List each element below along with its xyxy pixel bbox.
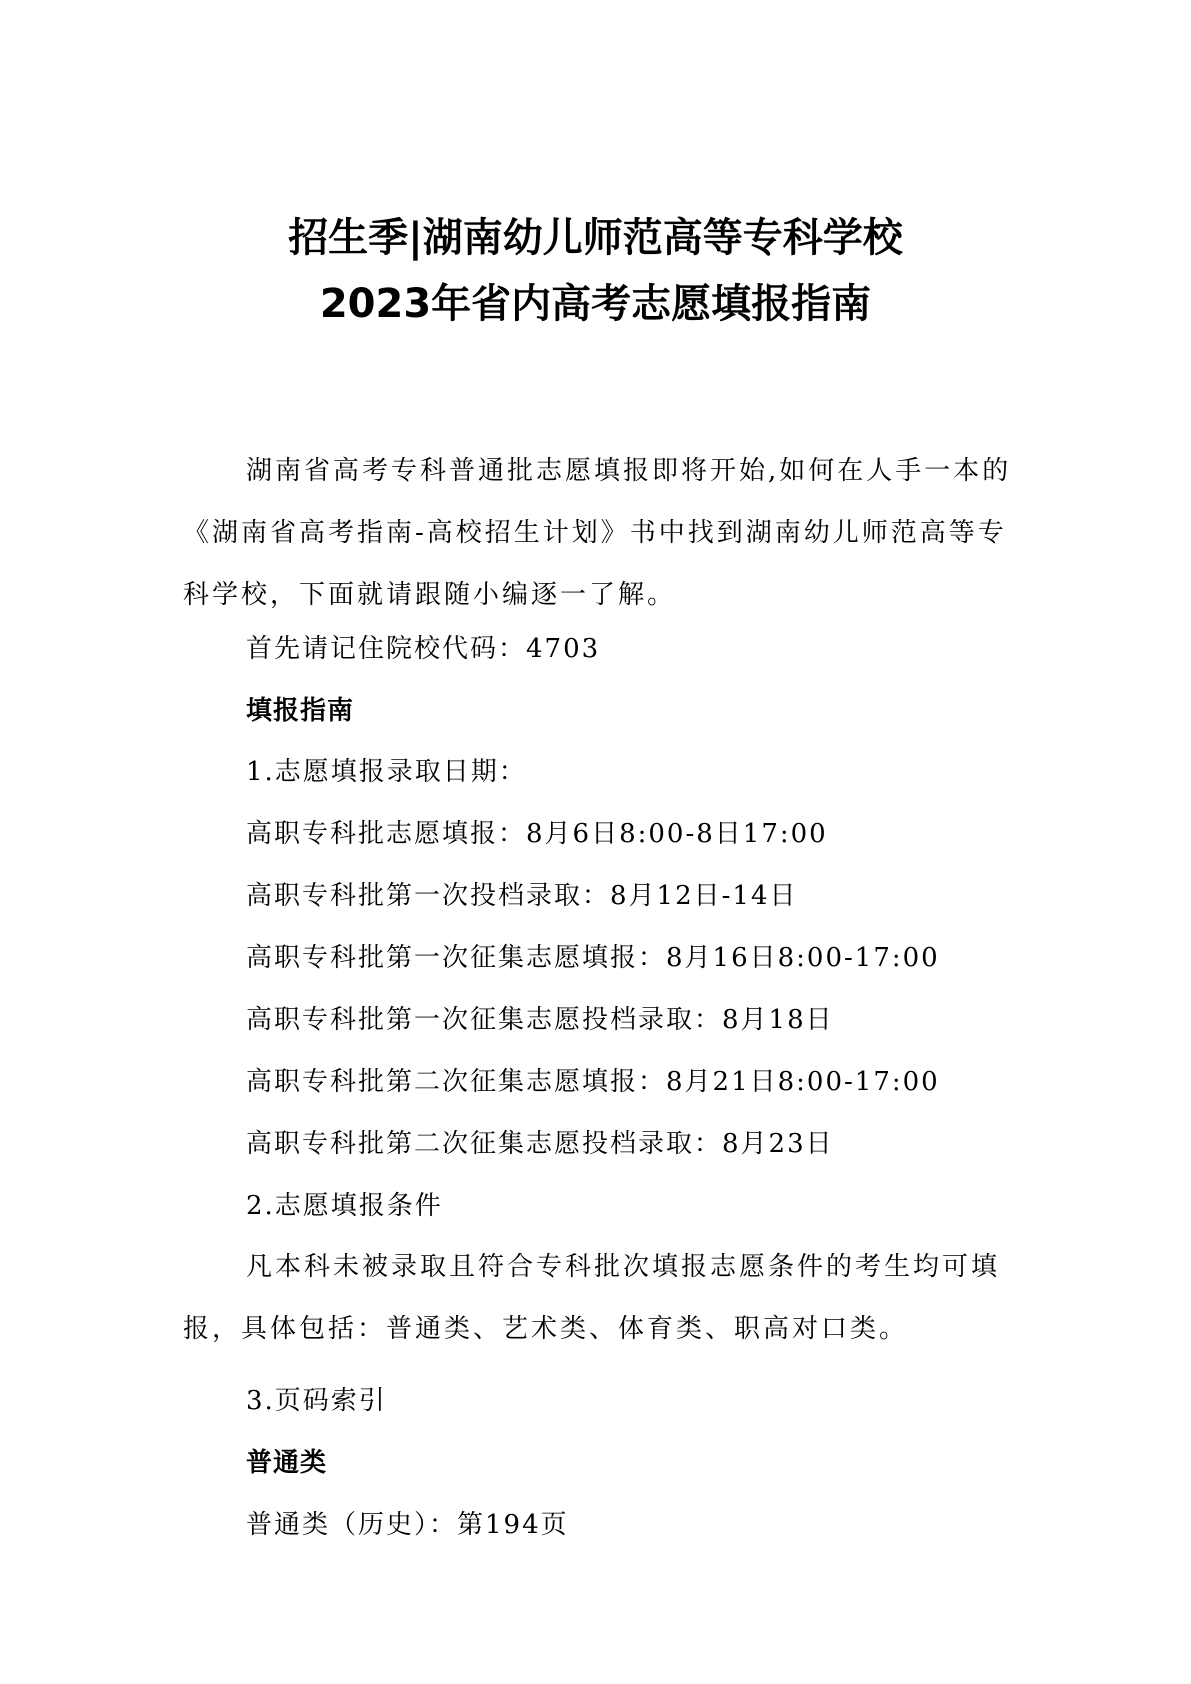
- intro-paragraph: 湖南省高考专科普通批志愿填报即将开始,如何在人手一本的《湖南省高考指南-高校招生计划》书中找到湖南幼儿师范高等专科学校，下面就请跟随小编逐一了解。: [183, 456, 1012, 610]
- section3-heading: 3.页码索引: [246, 1386, 387, 1416]
- schedule-item: 高职专科批志愿填报：8月6日8:00-8日17:00: [246, 819, 828, 849]
- schedule-item: 高职专科批第一次征集志愿填报：8月16日8:00-17:00: [246, 943, 940, 973]
- category-heading: 普通类: [246, 1448, 328, 1478]
- schedule-item: 高职专科批第一次征集志愿投档录取：8月18日: [246, 1005, 834, 1035]
- title-line-2: 2023年省内高考志愿填报指南: [319, 281, 872, 327]
- guide-heading: 填报指南: [246, 696, 355, 726]
- school-code-line: 首先请记住院校代码：4703: [246, 634, 601, 664]
- schedule-item: 高职专科批第一次投档录取：8月12日-14日: [246, 881, 798, 911]
- title-line-1: 招生季|湖南幼儿师范高等专科学校: [288, 215, 903, 261]
- section1-heading: 1.志愿填报录取日期：: [246, 757, 527, 787]
- schedule-item: 高职专科批第二次征集志愿投档录取：8月23日: [246, 1129, 834, 1159]
- section2-heading: 2.志愿填报条件: [246, 1191, 443, 1221]
- page-index-line: 普通类（历史）：第194页: [246, 1510, 569, 1540]
- schedule-item: 高职专科批第二次征集志愿填报：8月21日8:00-17:00: [246, 1067, 940, 1097]
- conditions-paragraph: 凡本科未被录取且符合专科批次填报志愿条件的考生均可填报，具体包括：普通类、艺术类、体育类、职高对口类。: [183, 1252, 1001, 1344]
- document-title: [0, 205, 1191, 337]
